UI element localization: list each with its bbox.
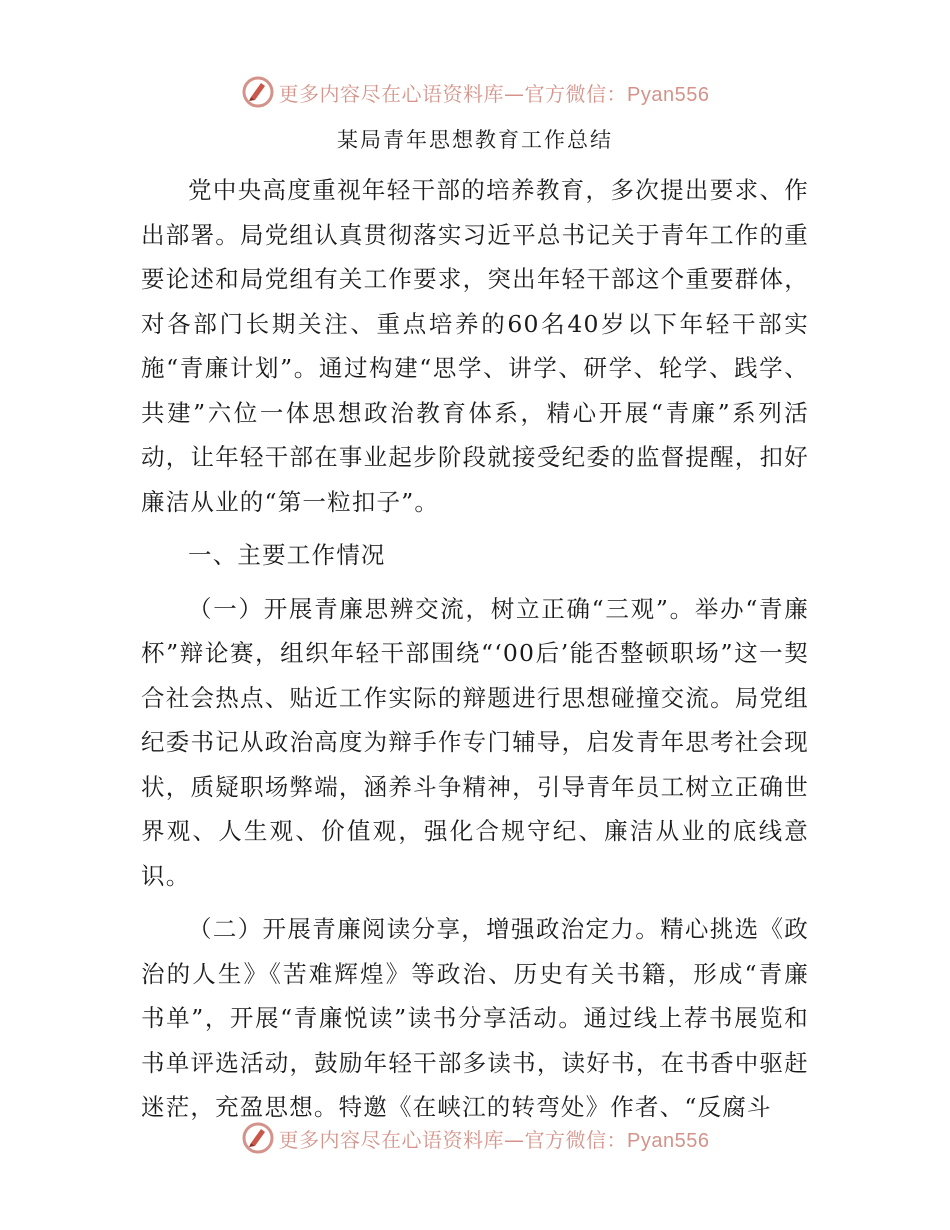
watermark-top bbox=[0, 74, 950, 110]
watermark-logo-icon bbox=[241, 1121, 275, 1155]
document-title: 某局青年思想教育工作总结 bbox=[337, 128, 613, 152]
item-1-paragraph: （一）开展青廉思辨交流，树立正确“三观”。举办“青廉杯”辩论赛，组织年轻干部围绕“‘00后’能否整顿职场”这一契合社会热点、贴近工作实际的辩题进行思想碰撞交流。局党组纪委书记从政治高度为辩手作专门辅导，启发青年思考社会现状，质疑职场弊端，涵养斗争精神，引导青年员工树立正确世界观、人生观、价值观，强化合规守纪、廉洁从业的底线意识。 bbox=[141, 594, 809, 890]
watermark-logo-icon bbox=[241, 75, 275, 109]
section-heading: 一、主要工作情况 bbox=[188, 541, 386, 569]
intro-paragraph: 党中央高度重视年轻干部的培养教育，多次提出要求、作出部署。局党组认真贯彻落实习近平总书记关于青年工作的重要论述和局党组有关工作要求，突出年轻干部这个重要群体，对各部门长期关注、重点培养的60名40岁以下年轻干部实施“青廉计划”。通过构建“思学、讲学、研学、轮学、践学、共建”六位一体思想政治教育体系，精心开展“青廉”系列活动，让年轻干部在事业起步阶段就接受纪委的监督提醒，扣好廉洁从业的“第一粒扣子”。 bbox=[141, 176, 809, 516]
watermark-text: 更多内容尽在心语资料库—官方微信：Pyan556 bbox=[278, 1127, 710, 1152]
watermark-text: 更多内容尽在心语资料库—官方微信：Pyan556 bbox=[278, 81, 710, 106]
watermark-bottom bbox=[0, 1120, 950, 1156]
item-2-paragraph: （二）开展青廉阅读分享，增强政治定力。精心挑选《政治的人生》《苦难辉煌》等政治、历史有关书籍，形成“青廉书单”，开展“青廉悦读”读书分享活动。通过线上荐书展览和书单评选活动，鼓励年轻干部多读书，读好书，在书香中驱赶迷茫，充盈思想。特邀《在峡江的转弯处》作者、“反腐斗 bbox=[141, 915, 809, 1121]
document-body bbox=[141, 168, 809, 1130]
